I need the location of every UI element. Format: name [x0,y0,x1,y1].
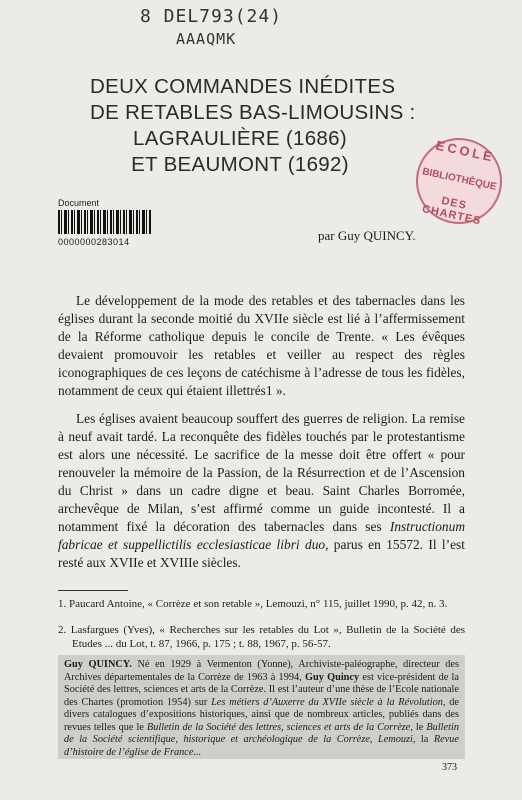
footnote-divider [58,590,128,591]
title-line: DEUX COMMANDES INÉDITES [90,75,396,98]
barcode-icon [58,210,152,234]
bio-thesis-title: Les métiers d’Auxerre du XVIIe siècle à la Révolution, [211,696,446,708]
body-paragraph-2 [58,410,465,572]
bio-text: Né en 1929 à Vermenton (Yonne), Archiviste-paléographe, directeur des Archives départementales de la Corrèze de 1963 à 1994, [64,659,459,683]
bio-name: Guy QUINCY. [64,659,132,670]
bio-text: de divers catalogues d’expositions historiques, ainsi que de nombreux articles, publiés dans des revues telles que le [64,696,459,733]
handwritten-shelfmark: 8 DEL793(24) [140,6,283,27]
footnote-1: 1. Paucard Antoine, « Corrèze et son retable », Lemouzi, n° 115, juillet 1990, p. 42, n. 3. [58,598,448,610]
title-line: ET BEAUMONT (1692) [131,153,349,176]
bio-text: est vice-président de la Société des lettres, sciences et arts de la Corrèze. Il est l’auteur d’une thèse de l’Ecole nationale des Chartes (promotion 1954) sur [64,671,459,708]
article-title [90,74,416,178]
barcode-label: Document [58,198,100,208]
bio-journal-title: Bulletin de la Société scientifique, historique et archéologique de la Corrèze, Lemouzi, [64,721,459,745]
barcode-number: 0000000283014 [58,237,130,247]
title-line: LAGRAULIÈRE (1686) [133,127,347,150]
body-paragraph-1: Le développement de la mode des retables et des tabernacles dans les églises durant la seconde moitié du XVIIe siècle est lié à l’affermissement de la Réforme catholique depuis le concile de Trente. « Les évêques devaient promouvoir les retables et veiller au respect des règles iconographiques de ces leçons de catéchisme à l’adresse de tous les fidèles, notamment de ceux qui étaient illettrés1 ». [58,293,465,398]
page-number: 373 [442,762,457,773]
author-byline: par Guy QUINCY. [318,228,416,243]
footnote-2: 2. Lasfargues (Yves), « Recherches sur les retables du Lot », Bulletin de la Société des Etudes ... du Lot, t. 87, 1966, p. 175 ; t. 88, 1967, p. 56-57. [58,624,465,650]
bio-journal-title: Revue d’histoire de l’église de France... [64,734,459,758]
library-stamp [408,130,510,232]
stamp-top-text: ECOLE [434,137,497,165]
title-line: DE RETABLES BAS-LIMOUSINS : [90,101,416,124]
bio-name-2: Guy Quincy [304,671,360,683]
handwritten-code: AAAQMK [176,30,237,48]
para2-text-end: parus en 15572. Il l’est resté aux XVIIe et XVIIIe siècles. [58,537,465,570]
para2-text-start: Les églises avaient beaucoup souffert des guerres de religion. La remise à neuf avait tardé. La reconquête des fidèles touchés par le protestantisme est alors une nécessité. Le sacrifice de la messe doit être offert « pour renouveler la mémoire de la Passion, de la Résurrection et de l’Ascension du Christ » dans un cadre digne et beau. Saint Charles Borromée, archevêque de Milan, s’est affirmé comme un guide incontesté. Il a notamment fixé la décoration des tabernacles dans ses [58,411,465,534]
bio-text: le [412,721,427,733]
stamp-bottom-text: DES CHARTES [421,194,483,228]
para2-latin-title: Instructionum fabricae et suppellictilis ecclesiasticae libri duo, [58,519,465,552]
bio-text: la [415,734,434,745]
bio-journal-title: Bulletin de la Société des lettres, sciences et arts de la Corrèze, [146,721,413,733]
author-bio-box [58,655,465,759]
stamp-middle-text: BIBLIOTHÈQUE [421,166,498,193]
